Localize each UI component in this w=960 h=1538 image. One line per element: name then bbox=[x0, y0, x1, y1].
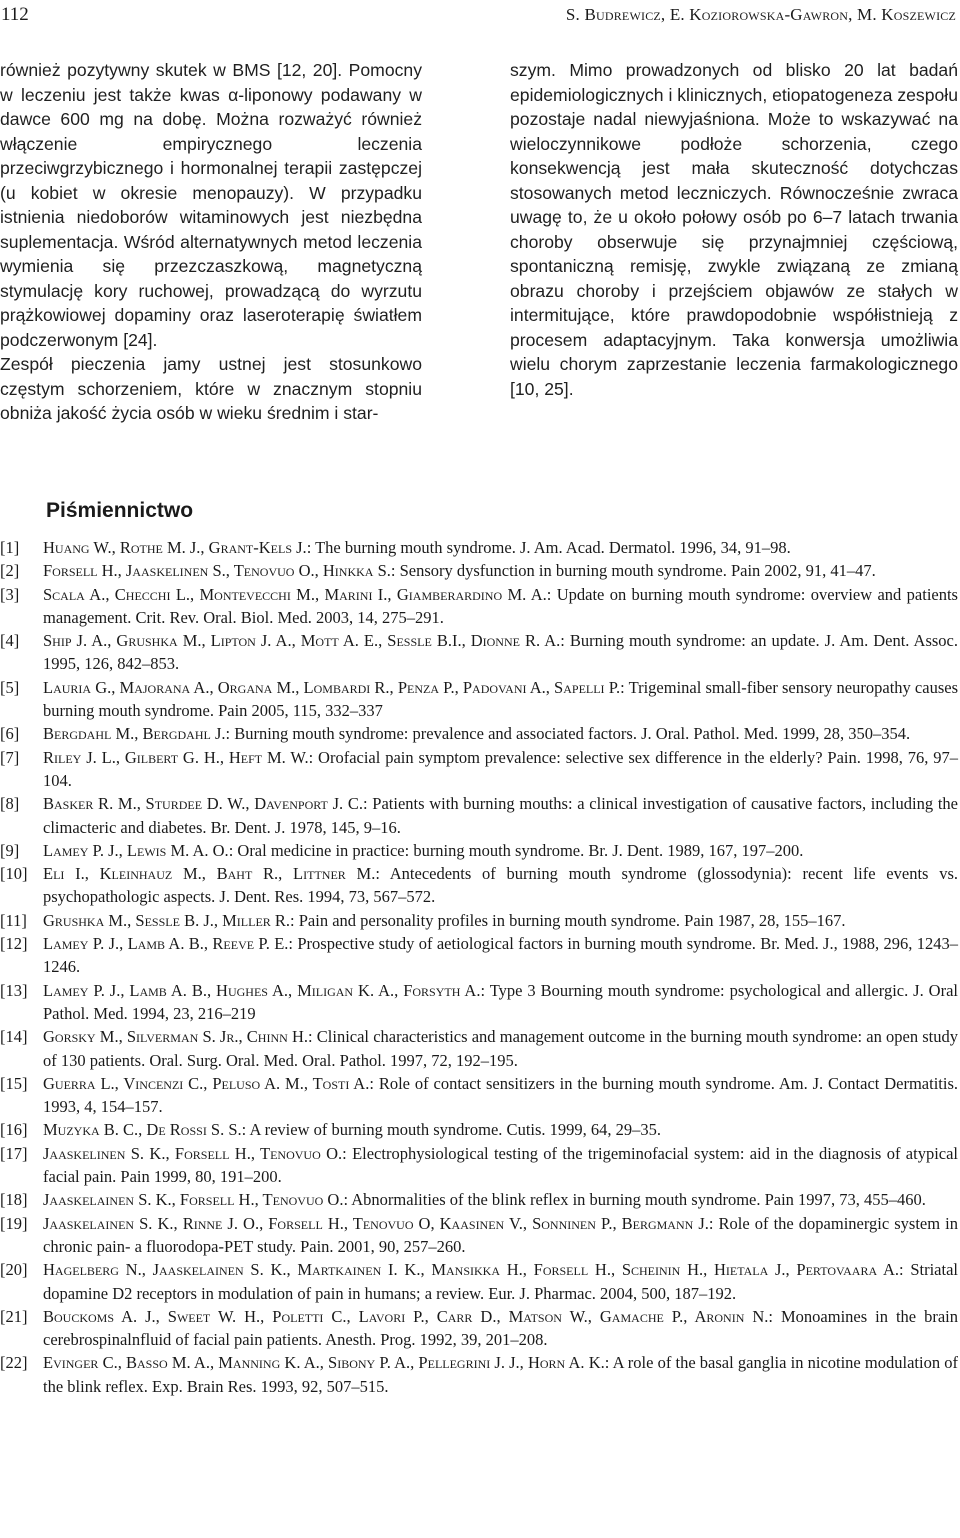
reference-number: [10] bbox=[0, 864, 28, 884]
reference-number: [17] bbox=[0, 1143, 28, 1163]
reference-authors: Hagelberg N., Jaaskelainen S. K., Martkainen I. K., Mansikka H., Forsell H., Scheinin H., Hietala J., Pertovaara A. bbox=[43, 1260, 899, 1280]
reference-authors: Basker R. M., Sturdee D. W., Davenport J. C. bbox=[43, 794, 363, 814]
reference-number: [18] bbox=[0, 1190, 28, 1210]
reference-number: [1] bbox=[0, 538, 20, 557]
reference-item bbox=[0, 1258, 958, 1305]
reference-authors: Bergdahl M., Bergdahl J. bbox=[43, 724, 226, 744]
reference-authors: Jaaskelinen S. K., Forsell H., Tenovuo O. bbox=[43, 1143, 343, 1163]
reference-list bbox=[0, 536, 958, 1398]
reference-text: : A role of the basal ganglia in nicotine modulation of the blink reflex. Exp. Brain Res. 1993, 92, 507–515. bbox=[43, 1353, 958, 1396]
reference-authors: Riley J. L., Gilbert G. H., Heft M. W. bbox=[43, 747, 309, 767]
left-column bbox=[0, 58, 422, 426]
reference-text: : Electrophysiological testing of the trigeminofacial system: aid in the diagnosis of atypical facial pain. Pain 1999, 80, 191–200. bbox=[43, 1143, 959, 1187]
reference-text: : Trigeminal small-fiber sensory neuropathy causes burning mouth syndrome. Pain 2005, 115, 332–337 bbox=[43, 677, 958, 721]
reference-item bbox=[0, 1118, 958, 1141]
reference-item bbox=[0, 1188, 958, 1211]
running-head: S. Budrewicz, E. Koziorowska-Gawron, M. Koszewicz bbox=[565, 5, 956, 24]
reference-text: : Orofacial pain symptom prevalence: selective sex difference in the elderly? Pain. 1998, 76, 97–104. bbox=[43, 747, 958, 790]
reference-text: : Burning mouth syndrome: prevalence and associated factors. J. Oral. Pathol. Med. 1999, 28, 350–354. bbox=[225, 724, 911, 744]
reference-number: [2] bbox=[0, 561, 20, 581]
reference-authors: Jaaskelainen S. K., Forsell H., Tenovuo O. bbox=[43, 1190, 344, 1210]
reference-text: : Patients with burning mouths: a clinical investigation of causative factors, including the climacteric and diabetes. Br. Dent. J. 1978, 145, 9–16. bbox=[43, 794, 958, 837]
reference-item bbox=[0, 909, 958, 932]
reference-authors: Evinger C., Basso M. A., Manning K. A., Sibony P. A., Pellegrini J. J., Horn A. K. bbox=[43, 1353, 605, 1373]
reference-authors: Scala A., Checchi L., Montevecchi M., Marini I., Giamberardino M. A. bbox=[43, 584, 547, 604]
reference-number: [14] bbox=[0, 1027, 28, 1047]
reference-number: [4] bbox=[0, 631, 20, 651]
reference-item bbox=[0, 839, 958, 862]
page-header bbox=[0, 4, 960, 30]
reference-text: : Prospective study of aetiological factors in burning mouth syndrome. Br. Med. J., 1988, 296, 1243–1246. bbox=[43, 934, 958, 977]
reference-number: [20] bbox=[0, 1260, 28, 1280]
reference-number: [16] bbox=[0, 1120, 28, 1140]
page-number: 112 bbox=[1, 4, 29, 25]
body-paragraph: również pozytywny skutek w BMS [12, 20]. Pomocny w leczeniu jest także kwas α-liponowy podawany w dawce 600 mg na dobę. Można rozważyć również włączenie empirycznego leczenia przeciwgrzybicznego i hormonalnej terapii zastępczej (u kobiet w okresie menopauzy). W przypadku istnienia niedoborów witaminowych jest niezbędna suplementacja. Wśród alternatywnych metod leczenia wymienia się przezczaszkową, magnetyczną stymulację kory ruchowej, prowadzącą do wyrzutu prążkowiowej dopaminy oraz laseroterapię światłem podczerwonym [24]. bbox=[0, 60, 422, 350]
reference-number: [9] bbox=[0, 840, 20, 860]
reference-text: : Role of the dopaminergic system in chronic pain- a fluorodopa-PET study. Pain. 2001, 90, 257–260. bbox=[43, 1213, 958, 1256]
references-heading: Piśmiennictwo bbox=[46, 499, 194, 522]
reference-text: : Sensory dysfunction in burning mouth syndrome. Pain 2002, 91, 41–47. bbox=[390, 561, 876, 581]
reference-item bbox=[0, 722, 958, 745]
reference-number: [13] bbox=[0, 980, 28, 1000]
reference-authors: Lamey P. J., Lewis M. A. O. bbox=[43, 840, 229, 860]
reference-item bbox=[0, 1351, 958, 1398]
reference-item bbox=[0, 583, 958, 630]
reference-text: : Update on burning mouth syndrome: overview and patients management. Crit. Rev. Oral. Biol. Med. 2003, 14, 275–291. bbox=[43, 584, 958, 627]
reference-authors: Forsell H., Jaaskelinen S., Tenovuo O., Hinkka S. bbox=[43, 561, 391, 581]
reference-text: : Striatal dopamine D2 receptors in modulation of pain in humans; a review. Eur. J. Pharmac. 2004, 500, 187–192. bbox=[43, 1260, 958, 1303]
reference-item bbox=[0, 1212, 958, 1259]
reference-text: : Role of contact sensitizers in the burning mouth syndrome. Am. J. Contact Dermatitis. 1993, 4, 154–157. bbox=[43, 1073, 959, 1117]
reference-number: [8] bbox=[0, 794, 20, 814]
reference-item bbox=[0, 1072, 958, 1119]
reference-item bbox=[0, 1305, 958, 1352]
reference-number: [5] bbox=[0, 677, 20, 697]
reference-authors: Gorsky M., Silverman S. Jr., Chinn H. bbox=[43, 1027, 309, 1047]
reference-text: : A review of burning mouth syndrome. Cutis. 1999, 64, 29–35. bbox=[241, 1120, 662, 1140]
reference-authors: Lauria G., Majorana A., Organa M., Lombardi R., Penza P., Padovani A., Sapelli P. bbox=[43, 677, 621, 697]
reference-item bbox=[0, 1142, 958, 1189]
reference-authors: Guerra L., Vincenzi C., Peluso A. M., Tosti A. bbox=[43, 1073, 370, 1093]
reference-item bbox=[0, 792, 958, 839]
reference-number: [22] bbox=[0, 1353, 28, 1373]
reference-text: : Antecedents of burning mouth syndrome (glossodynia): recent life events vs. psychopathologic aspects. J. Dent. Res. 1994, 73, 567–572. bbox=[43, 864, 958, 907]
reference-text: : The burning mouth syndrome. J. Am. Acad. Dermatol. 1996, 34, 91–98. bbox=[306, 538, 791, 557]
reference-number: [21] bbox=[0, 1306, 28, 1326]
reference-item bbox=[0, 629, 958, 676]
reference-authors: Huang W., Rothe M. J., Grant-Kels J. bbox=[43, 538, 307, 557]
reference-text: : Clinical characteristics and management outcome in the burning mouth syndrome: an open study of 130 patients. Oral. Surg. Oral. Med. Oral. Pathol. 1997, 72, 192–195. bbox=[43, 1027, 959, 1070]
reference-authors: Muzyka B. C., De Rossi S. S. bbox=[43, 1120, 242, 1140]
reference-authors: Jaaskelainen S. K., Rinne J. O., Forsell H., Tenovuo O, Kaasinen V., Sonninen P., Bergmann J. bbox=[43, 1213, 709, 1233]
reference-authors: Lamey P. J., Lamb A. B., Hughes A., Miligan K. A., Forsyth A. bbox=[43, 980, 481, 1000]
reference-item bbox=[0, 746, 958, 793]
reference-number: [11] bbox=[0, 910, 27, 930]
reference-item bbox=[0, 536, 958, 559]
reference-authors: Eli I., Kleinhauz M., Baht R., Littner M. bbox=[43, 864, 376, 884]
reference-authors: Ship J. A., Grushka M., Lipton J. A., Mott A. E., Sessle B.I., Dionne R. A. bbox=[43, 631, 561, 651]
reference-number: [3] bbox=[0, 584, 20, 604]
body-paragraph: Zespół pieczenia jamy ustnej jest stosunkowo częstym schorzeniem, które w znacznym stopniu obniża jakość życia osób w wieku średnim i star- bbox=[0, 354, 422, 423]
reference-item bbox=[0, 676, 958, 723]
reference-number: [15] bbox=[0, 1073, 28, 1093]
reference-text: : Oral medicine in practice: burning mouth syndrome. Br. J. Dent. 1989, 167, 197–200. bbox=[228, 840, 804, 860]
reference-number: [19] bbox=[0, 1213, 28, 1233]
reference-authors: Grushka M., Sessle B. J., Miller R. bbox=[43, 910, 291, 930]
reference-text: : Monoamines in the brain cerebrospinalnfluid of facial pain patients. Anesth. Prog. 1992, 39, 201–208. bbox=[43, 1306, 958, 1350]
reference-item bbox=[0, 979, 958, 1026]
reference-authors: Lamey P. J., Lamb A. B., Reeve P. E. bbox=[43, 934, 289, 954]
reference-authors: Bouckoms A. J., Sweet W. H., Poletti C., Lavori P., Carr D., Matson W., Gamache P., Aronin N. bbox=[43, 1306, 769, 1326]
reference-item bbox=[0, 1025, 958, 1072]
reference-item bbox=[0, 932, 958, 979]
reference-text: : Burning mouth syndrome: an update. J. Am. Dent. Assoc. 1995, 126, 842–853. bbox=[43, 631, 958, 674]
reference-text: : Type 3 Bourning mouth syndrome: psychological and allergic. J. Oral Pathol. Med. 1994, 23, 216–219 bbox=[43, 980, 958, 1023]
reference-text: : Pain and personality profiles in burning mouth syndrome. Pain 1987, 28, 155–167. bbox=[290, 910, 846, 930]
reference-number: [7] bbox=[0, 747, 20, 767]
reference-item bbox=[0, 862, 958, 909]
reference-text: : Abnormalities of the blink reflex in burning mouth syndrome. Pain 1997, 73, 455–460. bbox=[343, 1190, 926, 1210]
reference-number: [6] bbox=[0, 724, 20, 744]
right-column bbox=[510, 58, 958, 401]
body-paragraph: szym. Mimo prowadzonych od blisko 20 lat badań epidemiologicznych i klinicznych, etiopatogeneza zespołu pozostaje nadal niewyjaśniona. Może to wskazywać na wieloczynnikowe podłoże schorzenia, czego konsekwencją jest mała skuteczność dotychczas stosowanych metod leczniczych. Równocześnie zwraca uwagę to, że u około połowy osób po 6–7 latach trwania choroby obserwuje się przynajmniej częściową, spontaniczną remisję, zwykle związaną ze zmianą obrazu choroby i przejściem objawów ze stałych w intermitujące, które prawdopodobnie współistnieją z procesem adaptacyjnym. Taka konwersja umożliwia wielu chorym zaprzestanie leczenia farmakologicznego [10, 25]. bbox=[510, 60, 958, 399]
reference-item bbox=[0, 559, 958, 582]
reference-number: [12] bbox=[0, 934, 28, 954]
